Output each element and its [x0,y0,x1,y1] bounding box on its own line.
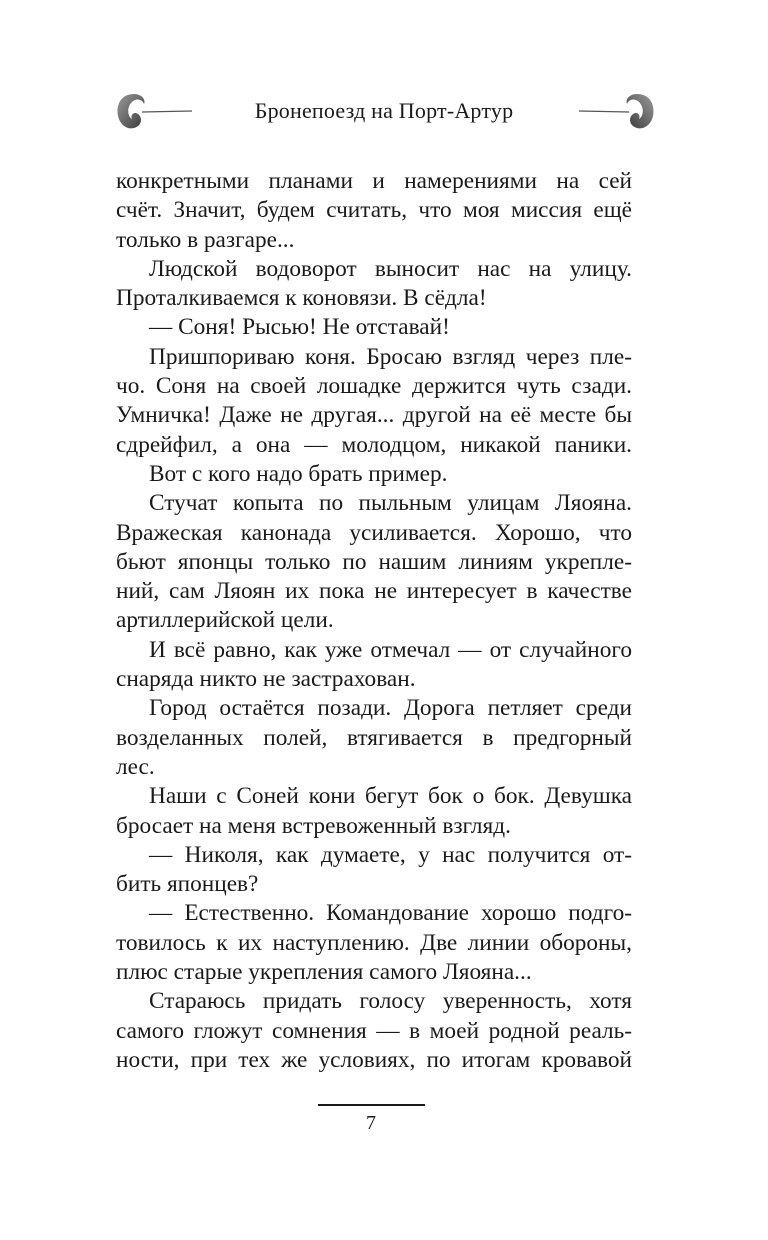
text-line: сдрейфил, а она — молодцом, никакой паники. [116,431,632,458]
text-line: Вражеская канонада усиливается. Хорошо, что [116,519,632,546]
text-line: Город остаётся позади. Дорога петляет среди [149,695,632,722]
text-line: счёт. Значит, будем считать, что моя миссия ещё [116,197,632,224]
text-line: Стучат копыта по пыльным улицам Ляояна. [149,490,632,517]
text-line: Вот с кого надо брать пример. [149,460,448,487]
text-line: возделанных полей, втягивается в предгорный [116,724,632,751]
text-line: Пришпориваю коня. Бросаю взгляд через пле- [149,343,632,370]
text-line: Проталкиваемся к коновязи. В сёдла! [116,285,487,312]
text-line: Стараюсь придать голосу уверенность, хотя [149,988,632,1015]
text-line: Наши с Соней кони бегут бок о бок. Девушка [149,783,632,810]
text-line: самого гложут сомнения — в моей родной реаль- [116,1017,632,1044]
text-line: чо. Соня на своей лошадке держится чуть сзади. [116,373,632,400]
footer-divider [318,1104,425,1106]
text-line: — Николя, как думаете, у нас получится от- [149,841,632,868]
running-header [0,88,768,148]
header-title: Бронепоезд на Порт-Артур [254,98,514,123]
text-line: только в разгаре... [116,226,295,253]
text-line: бросает на меня встревоженный взгляд. [116,812,511,839]
right-ornament-icon [579,92,659,132]
body-text [116,167,632,1075]
text-line: ний, сам Ляоян их пока не интересует в качестве [116,578,632,605]
text-line: бить японцев? [116,871,259,898]
text-line: товилось к их наступлению. Две линии обороны, [116,929,632,956]
text-line: И всё равно, как уже отмечал — от случайного [149,636,632,663]
text-line: снаряда никто не застрахован. [116,666,416,693]
text-line: — Соня! Рысью! Не отставай! [149,314,450,341]
text-line: артиллерийской цели. [116,607,334,634]
text-line: ности, при тех же условиях, по итогам кровавой [116,1046,632,1073]
text-line: Умничка! Даже не другая... другой на её месте бы [116,402,632,429]
text-line: лес. [116,753,155,780]
text-line: Людской водоворот выносит нас на улицу. [149,255,632,282]
text-line: — Естественно. Командование хорошо подго- [149,900,632,927]
page-number: 7 [366,1112,376,1134]
text-line: плюс старые укрепления самого Ляояна... [116,959,532,986]
text-line: бьют японцы только по нашим линиям укрепле- [116,548,632,575]
text-line: конкретными планами и намерениями на сей [116,168,632,194]
